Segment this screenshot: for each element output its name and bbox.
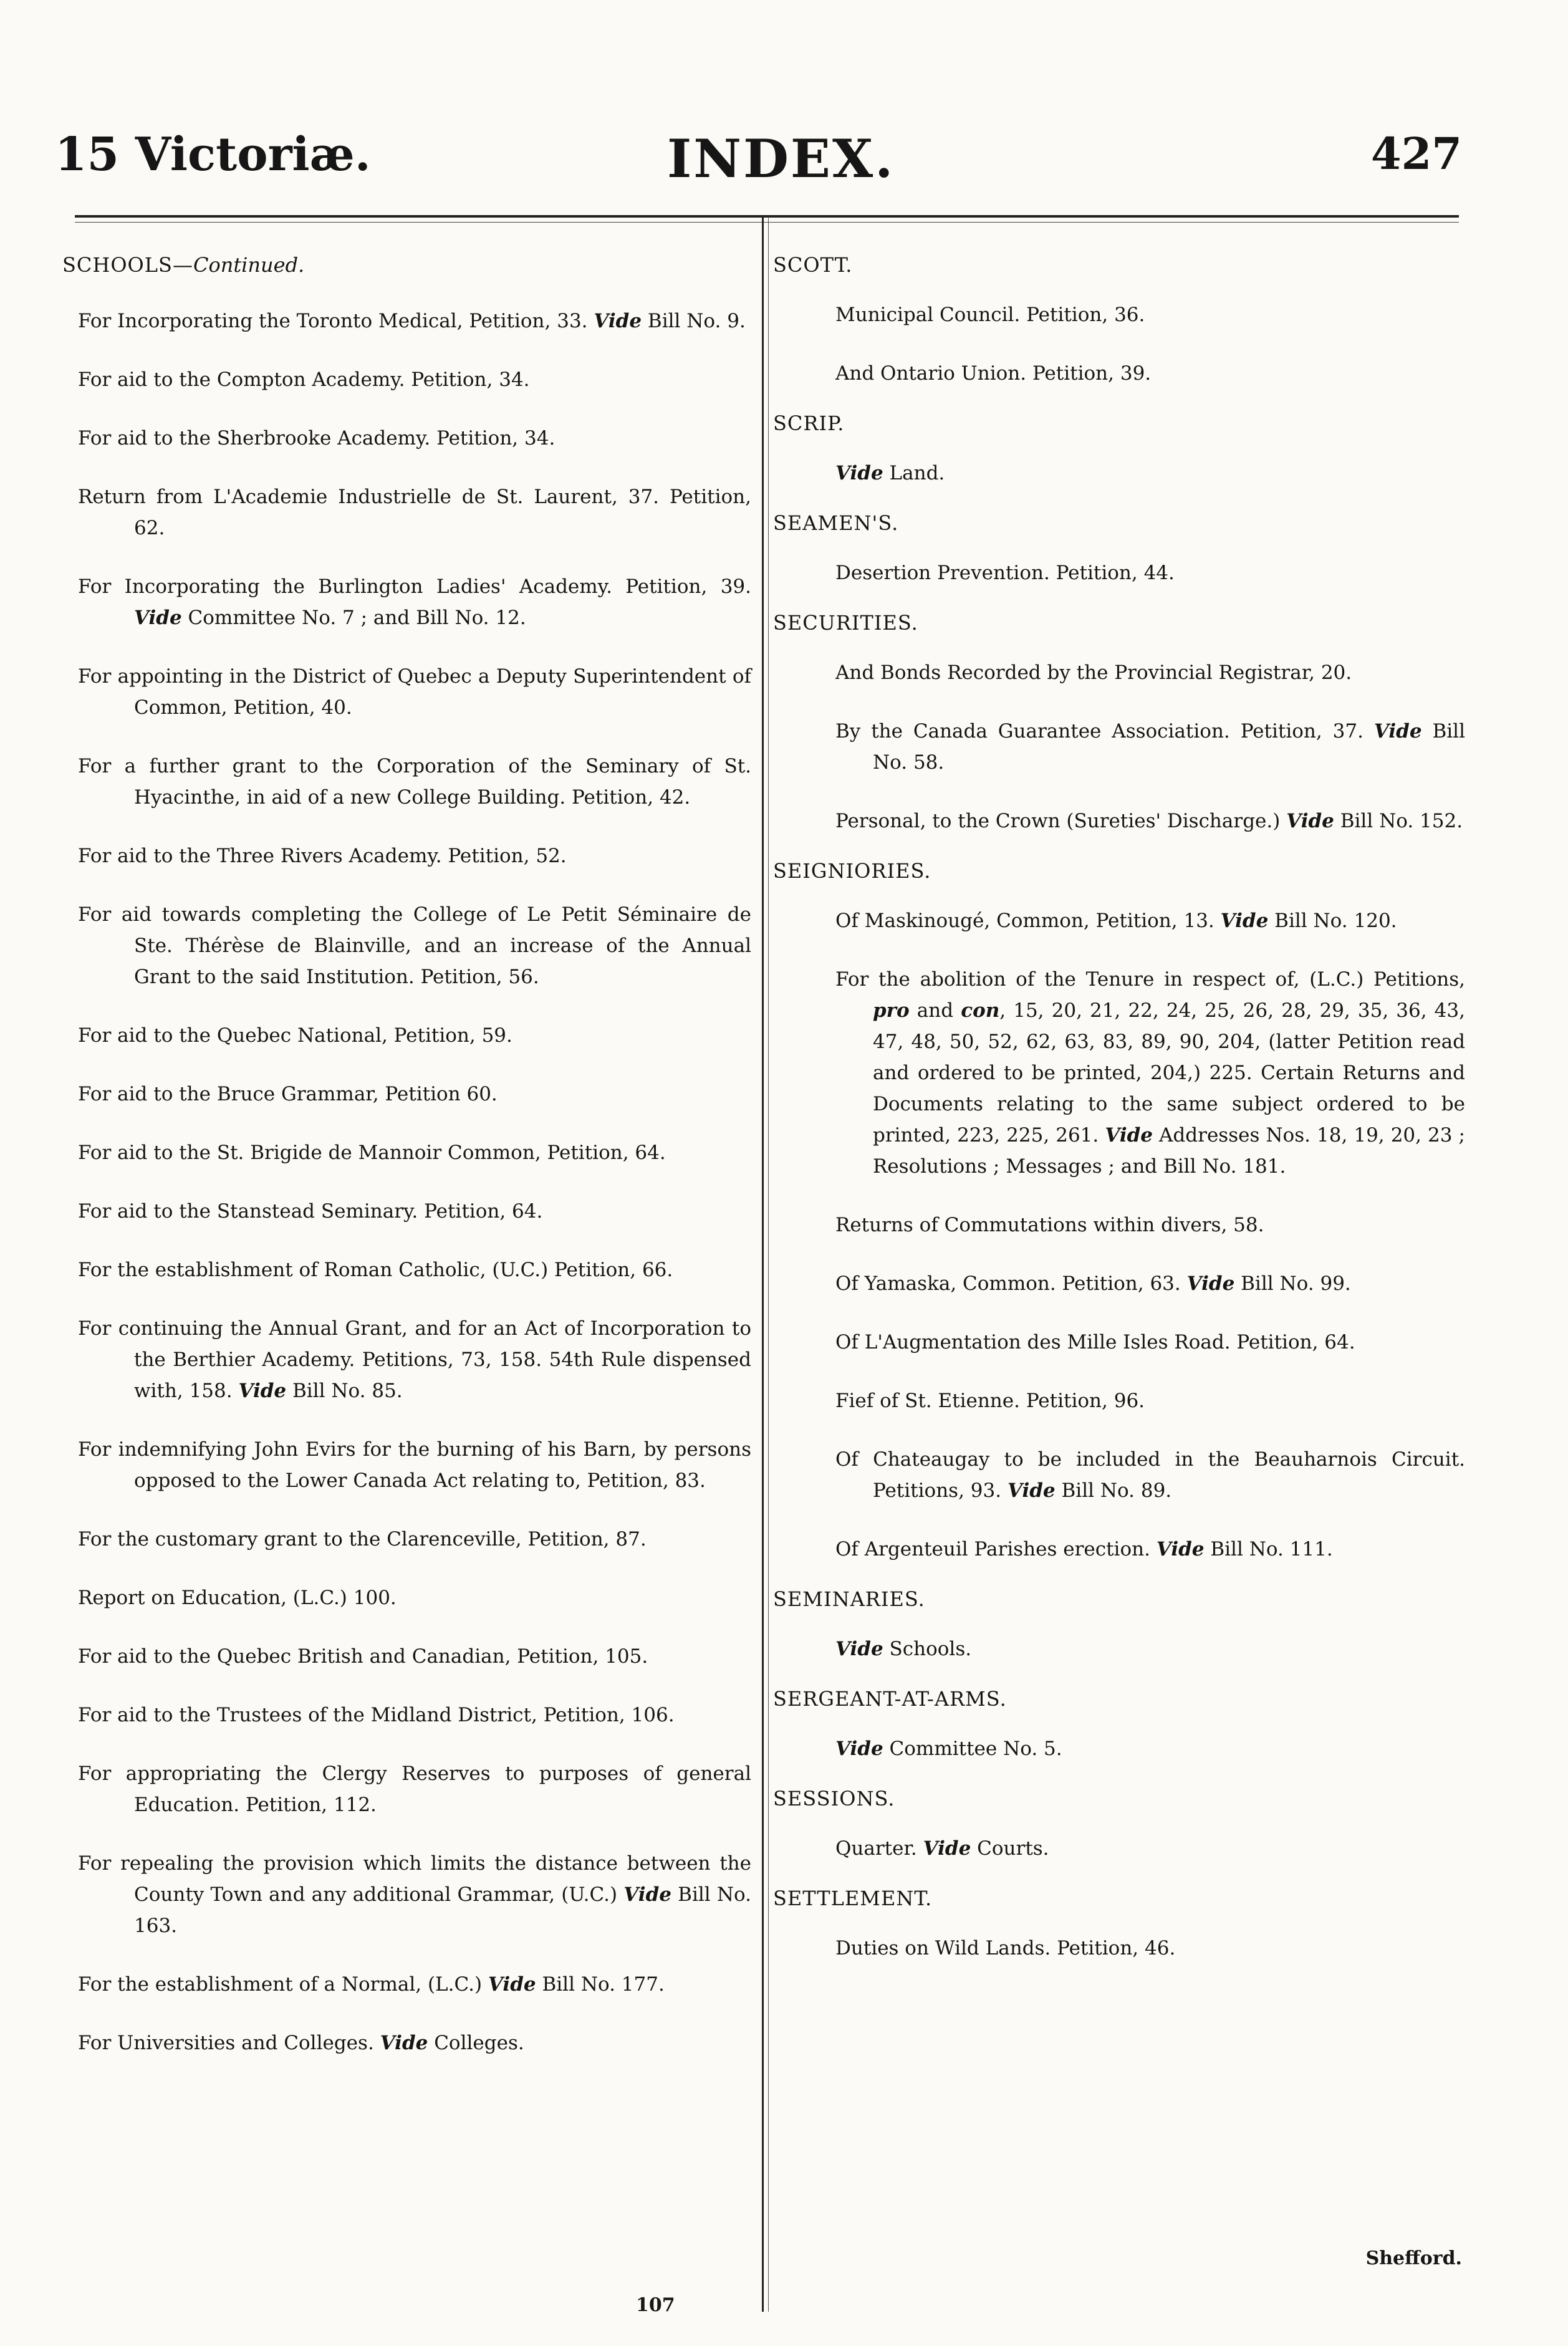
section-heading: SEMINARIES. xyxy=(773,1587,925,1611)
index-entry: For appointing in the District of Quebec a Deputy Superintendent of Common, Petition, 40. xyxy=(78,665,751,719)
section-heading: SEAMEN'S. xyxy=(773,511,899,535)
index-entry: By the Canada Guarantee Association. Petition, 37. Vide Bill No. 58. xyxy=(835,720,1465,774)
index-entry: For Incorporating the Toronto Medical, Petition, 33. Vide Bill No. 9. xyxy=(78,310,746,332)
index-entry: Fief of St. Etienne. Petition, 96. xyxy=(835,1390,1145,1412)
section-entries xyxy=(773,1633,1465,1665)
page-title: INDEX. xyxy=(667,128,895,190)
index-entry: For aid towards completing the College of Le Petit Séminaire de Ste. Thérèse de Blainville, and an increase of the Annual Grant to the said Institution. Petition, 56. xyxy=(78,903,751,988)
running-head-left: 15 Victoriæ. xyxy=(55,128,371,181)
section-entries xyxy=(773,905,1465,1565)
index-entry: And Bonds Recorded by the Provincial Registrar, 20. xyxy=(835,661,1352,684)
index-entry: Report on Education, (L.C.) 100. xyxy=(78,1587,397,1609)
section-entries xyxy=(773,299,1465,389)
index-entry: Vide Schools. xyxy=(835,1638,972,1660)
index-entry: Vide Committee No. 5. xyxy=(835,1738,1062,1760)
index-entry: For the establishment of Roman Catholic, (U.C.) Petition, 66. xyxy=(78,1259,673,1281)
index-entry: For aid to the Compton Academy. Petition, 34. xyxy=(78,368,530,391)
header-rule xyxy=(75,215,1459,218)
index-entry: For a further grant to the Corporation of the Seminary of St. Hyacinthe, in aid of a new College Building. Petition, 42. xyxy=(78,755,751,809)
index-entry: For Universities and Colleges. Vide Colleges. xyxy=(78,2032,524,2054)
index-entry: For repealing the provision which limits the distance between the County Town and any additional Grammar, (U.C.) Vide Bill No. 163. xyxy=(78,1852,751,1937)
section-entries xyxy=(773,657,1465,837)
catchword: Shefford. xyxy=(1365,2247,1462,2269)
index-entry: For aid to the Three Rivers Academy. Petition, 52. xyxy=(78,845,567,867)
header-rule-thin xyxy=(75,222,1459,223)
section-heading: SECURITIES. xyxy=(773,611,918,635)
section-heading: SCRIP. xyxy=(773,411,845,435)
index-entry: And Ontario Union. Petition, 39. xyxy=(835,362,1152,385)
section-heading: SERGEANT-AT-ARMS. xyxy=(773,1687,1007,1711)
section-entries xyxy=(773,1933,1465,1964)
index-entry: For aid to the Trustees of the Midland District, Petition, 106. xyxy=(78,1704,675,1726)
index-entry: Duties on Wild Lands. Petition, 46. xyxy=(835,1937,1176,1959)
section-entries xyxy=(773,458,1465,489)
page-number: 427 xyxy=(1370,128,1462,180)
left-column xyxy=(62,249,751,2086)
section-entries xyxy=(773,1733,1465,1764)
index-entry: Of L'Augmentation des Mille Isles Road. Petition, 64. xyxy=(835,1331,1355,1353)
index-entry: Quarter. Vide Courts. xyxy=(835,1837,1049,1860)
section-heading: SCOTT. xyxy=(773,253,853,277)
index-entry: For aid to the Sherbrooke Academy. Petition, 34. xyxy=(78,427,556,449)
column-divider-thin xyxy=(768,217,769,2312)
index-entry: For appropriating the Clergy Reserves to purposes of general Education. Petition, 112. xyxy=(78,1762,751,1816)
section-heading: SEIGNIORIES. xyxy=(773,859,931,883)
index-entry: For the abolition of the Tenure in respect of, (L.C.) Petitions, pro and con, 15, 20, 21, 22, 24, 25, 26, 28, 29, 35, 36, 43, 47, 48, 50, 52, 62, 63, 83, 89, 90, 204, (latter Petition read and ordered to be printed, 204,) 225. Certain Returns and Documents relating to the same subject ordered to be printed, 223, 225, 261. Vide Addresses Nos. 18, 19, 20, 23 ; Resolutions ; Messages ; and Bill No. 181. xyxy=(835,968,1465,1178)
index-entry: Returns of Commutations within divers, 58. xyxy=(835,1214,1264,1236)
section-heading: SESSIONS. xyxy=(773,1787,895,1810)
page-header xyxy=(0,128,1568,196)
index-entry: For the establishment of a Normal, (L.C.) Vide Bill No. 177. xyxy=(78,1973,665,1996)
index-entry: Vide Land. xyxy=(835,462,945,484)
index-entry: Desertion Prevention. Petition, 44. xyxy=(835,562,1175,584)
index-entry: For aid to the Quebec National, Petition, 59. xyxy=(78,1024,512,1047)
column-divider xyxy=(762,217,764,2312)
index-entry: Of Chateaugay to be included in the Beauharnois Circuit. Petitions, 93. Vide Bill No. 89. xyxy=(835,1448,1465,1502)
index-entry: Municipal Council. Petition, 36. xyxy=(835,304,1145,326)
section-entries xyxy=(773,557,1465,589)
index-entry: For indemnifying John Evirs for the burning of his Barn, by persons opposed to the Lower Canada Act relating to, Petition, 83. xyxy=(78,1438,751,1492)
index-entry: For aid to the Bruce Grammar, Petition 60. xyxy=(78,1083,498,1105)
section-heading-schools: SCHOOLS—Continued. xyxy=(62,253,305,277)
index-entry: For aid to the St. Brigide de Mannoir Common, Petition, 64. xyxy=(78,1142,666,1164)
index-entry: Personal, to the Crown (Sureties' Discharge.) Vide Bill No. 152. xyxy=(835,810,1463,832)
index-entry: For the customary grant to the Clarenceville, Petition, 87. xyxy=(78,1528,647,1550)
section-heading: SETTLEMENT. xyxy=(773,1887,933,1910)
index-entry: Of Argenteuil Parishes erection. Vide Bill No. 111. xyxy=(835,1538,1333,1560)
right-column xyxy=(773,249,1465,1983)
index-entry: Of Maskinougé, Common, Petition, 13. Vide Bill No. 120. xyxy=(835,910,1397,932)
index-entry: For continuing the Annual Grant, and for an Act of Incorporation to the Berthier Academy. Petitions, 73, 158. 54th Rule dispensed with, 158. Vide Bill No. 85. xyxy=(78,1317,751,1402)
index-entry: Return from L'Academie Industrielle de St. Laurent, 37. Petition, 62. xyxy=(78,486,751,539)
index-entry: For aid to the Stanstead Seminary. Petition, 64. xyxy=(78,1200,543,1223)
signature-mark: 107 xyxy=(636,2294,675,2316)
index-entry: For aid to the Quebec British and Canadian, Petition, 105. xyxy=(78,1645,648,1668)
section-entries xyxy=(773,1833,1465,1864)
index-entry: For Incorporating the Burlington Ladies' Academy. Petition, 39. Vide Committee No. 7 ; and Bill No. 12. xyxy=(78,575,751,629)
left-entry-list xyxy=(62,305,751,2059)
index-entry: Of Yamaska, Common. Petition, 63. Vide Bill No. 99. xyxy=(835,1272,1351,1295)
